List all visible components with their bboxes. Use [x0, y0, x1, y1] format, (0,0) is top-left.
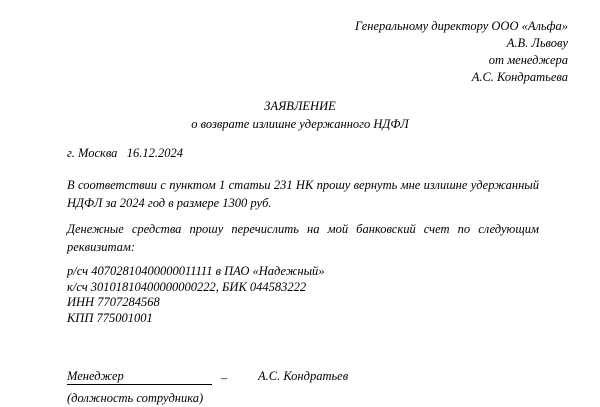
- bank-requisites: [67, 264, 325, 326]
- place-and-date: г. Москва 16.12.2024: [67, 146, 184, 160]
- request-paragraph: В соответствии с пунктом 1 статьи 231 НК прошу вернуть мне излишне удержанный НДФЛ за 2024 год в размере 1300 руб.: [67, 178, 539, 210]
- requisite-line: КПП 775001001: [67, 310, 153, 325]
- position-caption: (должность сотрудника): [67, 391, 204, 405]
- document-title: [0, 97, 600, 133]
- sender-name: А.С. Кондратьева: [471, 70, 568, 84]
- signer-position: Менеджер: [67, 368, 212, 385]
- signature-dash: –: [221, 371, 228, 385]
- addressee-name: А.В. Львову: [506, 36, 568, 50]
- addressee-line: Генеральному директору ООО «Альфа»: [355, 19, 568, 33]
- signer-name: А.С. Кондратьев: [258, 369, 349, 383]
- sender-line: от менеджера: [488, 53, 568, 67]
- addressee-block: [355, 18, 568, 86]
- requisite-line: р/сч 40702810400000011111 в ПАО «Надежный»: [67, 264, 325, 278]
- document-title-sub: о возврате излишне удержанного НДФЛ: [191, 117, 409, 131]
- requisite-line: ИНН 7707284568: [67, 295, 160, 309]
- transfer-paragraph: Денежные средства прошу перечислить на мой банковский счет по следующим реквизитам:: [67, 222, 539, 254]
- document-title-main: ЗАЯВЛЕНИЕ: [264, 99, 336, 113]
- requisite-line: к/сч 30101810400000000222, БИК 044583222: [67, 279, 307, 294]
